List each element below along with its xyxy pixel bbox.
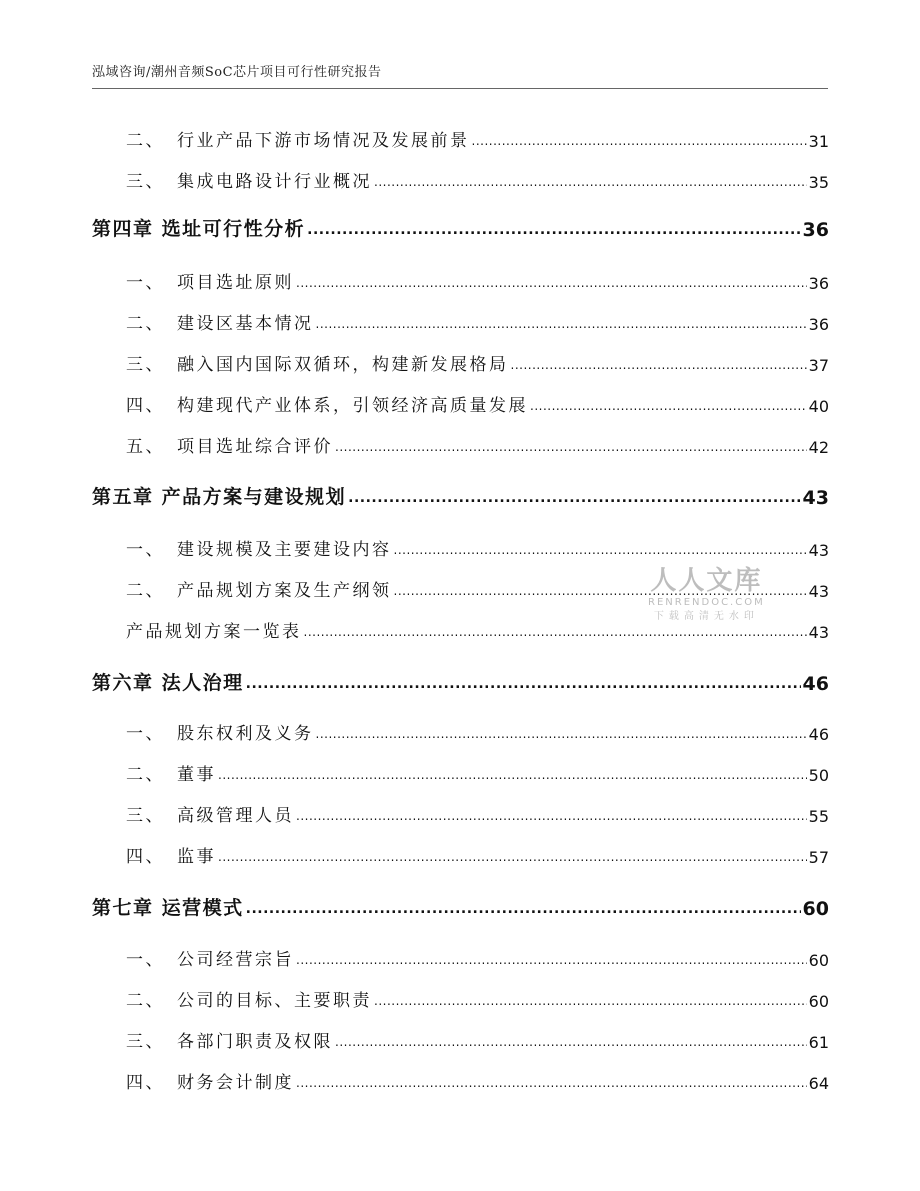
toc-entry-title: 项目选址综合评价 (177, 437, 333, 457)
toc-dot-leader (348, 490, 800, 506)
toc-entry-title: 各部门职责及权限 (177, 1032, 333, 1052)
toc-entry-number: 二、 (126, 991, 165, 1011)
toc-page-number: 50 (808, 766, 829, 785)
toc-entry-number: 三、 (126, 172, 165, 192)
toc-dot-leader (335, 440, 807, 454)
toc-entry-number: 四、 (126, 1073, 165, 1093)
toc-entry-number: 四、 (126, 396, 165, 416)
toc-page-number: 42 (808, 438, 829, 457)
toc-page-number: 43 (808, 541, 829, 560)
toc-dot-leader (316, 727, 807, 741)
toc-dot-leader (530, 399, 807, 413)
toc-section-entry[interactable] (126, 945, 829, 970)
toc-entry-title: 股东权利及义务 (177, 724, 314, 744)
toc-entry-number: 一、 (126, 950, 165, 970)
toc-entry-number: 二、 (126, 581, 165, 601)
toc-page-number: 37 (808, 356, 829, 375)
toc-section-entry[interactable] (126, 432, 829, 457)
toc-entry-number: 一、 (126, 273, 165, 293)
toc-dot-leader (296, 953, 807, 967)
toc-entry-title: 融入国内国际双循环，构建新发展格局 (177, 355, 509, 375)
toc-page-number: 43 (808, 623, 829, 642)
toc-entry-title: 董事 (177, 765, 216, 785)
toc-section-entry[interactable] (126, 309, 829, 334)
toc-entry-title: 建设区基本情况 (177, 314, 314, 334)
toc-entry-title: 产品规划方案及生产纲领 (177, 581, 392, 601)
toc-section-entry[interactable] (126, 719, 829, 744)
toc-dot-leader (335, 1035, 807, 1049)
watermark-domain: RENRENDOC.COM (648, 597, 765, 608)
toc-page-number: 43 (808, 582, 829, 601)
toc-section-entry[interactable] (126, 167, 829, 192)
toc-entry-number: 一、 (126, 540, 165, 560)
toc-dot-leader (304, 625, 807, 639)
toc-entry-number: 二、 (126, 131, 165, 151)
toc-dot-leader (218, 768, 807, 782)
toc-section-entry[interactable] (126, 391, 829, 416)
toc-entry-title: 项目选址原则 (177, 273, 294, 293)
toc-page-number: 64 (808, 1074, 829, 1093)
toc-entry-title: 第四章 选址可行性分析 (92, 218, 306, 240)
toc-chapter-entry[interactable] (92, 482, 829, 509)
toc-dot-leader (246, 676, 801, 692)
toc-entry-number: 四、 (126, 847, 165, 867)
toc-entry-title: 第七章 运营模式 (92, 897, 244, 919)
toc-page-number: 40 (808, 397, 829, 416)
toc-dot-leader (307, 222, 800, 238)
toc-page-number: 61 (808, 1033, 829, 1052)
toc-dot-leader (511, 358, 807, 372)
toc-page-number: 31 (808, 132, 829, 151)
toc-section-entry[interactable] (126, 760, 829, 785)
toc-page-number: 60 (802, 898, 829, 920)
toc-entry-title: 行业产品下游市场情况及发展前景 (177, 131, 470, 151)
toc-page-number: 46 (802, 673, 829, 695)
toc-entry-title: 高级管理人员 (177, 806, 294, 826)
toc-page-number: 46 (808, 725, 829, 744)
toc-section-entry[interactable] (126, 126, 829, 151)
page-header: 泓域咨询/潮州音频SoC芯片项目可行性研究报告 (92, 65, 382, 80)
toc-entry-title: 构建现代产业体系，引领经济高质量发展 (177, 396, 528, 416)
toc-section-entry[interactable] (126, 350, 829, 375)
toc-section-entry[interactable] (126, 842, 829, 867)
toc-section-entry[interactable] (126, 801, 829, 826)
toc-page-number: 36 (802, 219, 829, 241)
watermark-title: 人人文库 (650, 566, 763, 596)
watermark (648, 566, 765, 624)
watermark-tagline: 下载高清无水印 (653, 611, 759, 622)
toc-chapter-entry[interactable] (92, 668, 829, 695)
toc-entry-title: 建设规模及主要建设内容 (177, 540, 392, 560)
toc-entry-title: 集成电路设计行业概况 (177, 172, 372, 192)
toc-entry-title: 第六章 法人治理 (92, 672, 244, 694)
toc-entry-title: 第五章 产品方案与建设规划 (92, 486, 347, 508)
toc-dot-leader (374, 994, 807, 1008)
toc-dot-leader (246, 901, 801, 917)
toc-entry-number: 三、 (126, 806, 165, 826)
toc-entry-number: 二、 (126, 765, 165, 785)
toc-entry-title: 财务会计制度 (177, 1073, 294, 1093)
toc-page-number: 35 (808, 173, 829, 192)
toc-entry-number: 二、 (126, 314, 165, 334)
toc-dot-leader (374, 175, 807, 189)
toc-chapter-entry[interactable] (92, 214, 829, 241)
toc-page-number: 43 (802, 487, 829, 509)
toc-page-number: 36 (808, 315, 829, 334)
toc-section-entry[interactable] (126, 986, 829, 1011)
toc-dot-leader (296, 276, 807, 290)
toc-entry-number: 五、 (126, 437, 165, 457)
toc-entry-number: 三、 (126, 1032, 165, 1052)
toc-section-entry[interactable] (126, 535, 829, 560)
toc-entry-number: 三、 (126, 355, 165, 375)
toc-section-entry[interactable] (126, 1027, 829, 1052)
toc-dot-leader (296, 1076, 807, 1090)
toc-page-number: 57 (808, 848, 829, 867)
toc-dot-leader (316, 317, 807, 331)
toc-entry-title: 公司经营宗旨 (177, 950, 294, 970)
toc-entry-title: 产品规划方案一览表 (126, 622, 302, 642)
toc-dot-leader (218, 850, 807, 864)
toc-entry-title: 公司的目标、主要职责 (177, 991, 372, 1011)
toc-dot-leader (296, 809, 807, 823)
toc-page-number: 36 (808, 274, 829, 293)
toc-section-entry[interactable] (126, 1068, 829, 1093)
toc-entry-title: 监事 (177, 847, 216, 867)
toc-page-number: 60 (808, 992, 829, 1011)
toc-dot-leader (472, 134, 807, 148)
toc-page-number: 55 (808, 807, 829, 826)
toc-dot-leader (394, 543, 807, 557)
toc-chapter-entry[interactable] (92, 893, 829, 920)
toc-page-number: 60 (808, 951, 829, 970)
toc-entry-number: 一、 (126, 724, 165, 744)
toc-section-entry[interactable] (126, 268, 829, 293)
